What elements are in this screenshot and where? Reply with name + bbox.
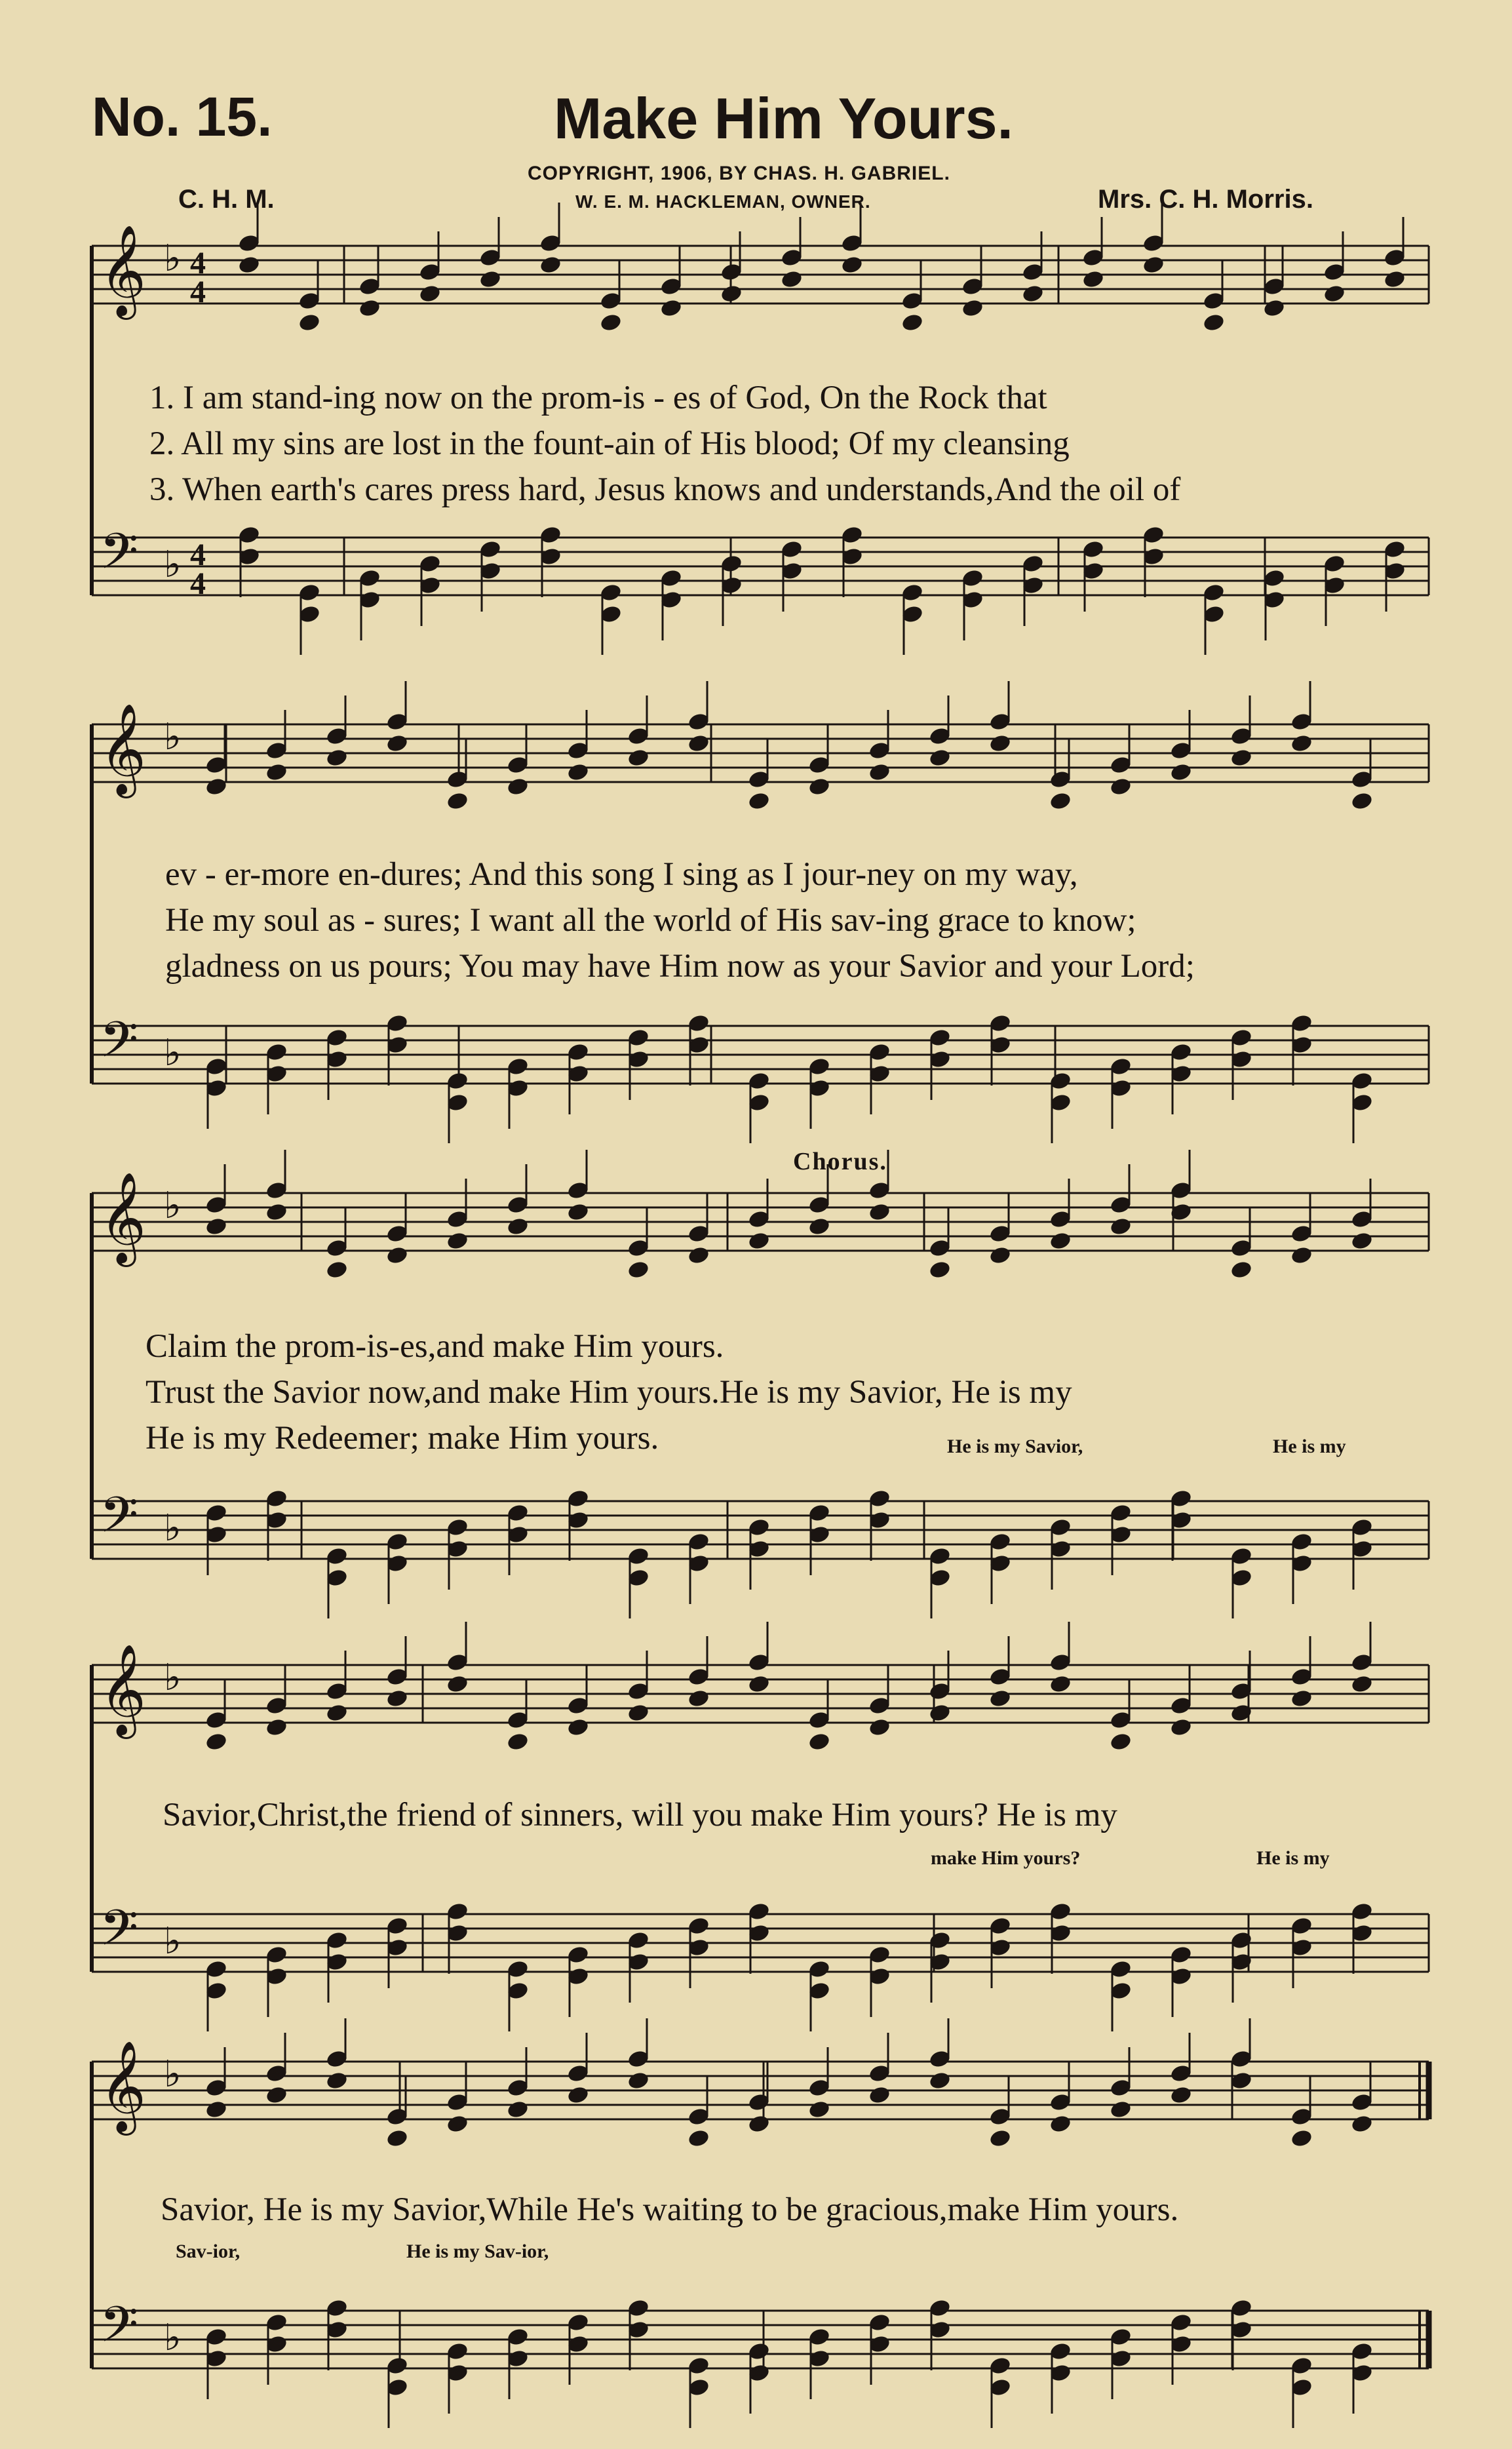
note-head bbox=[325, 2071, 349, 2091]
bass-cue-he-is-my: He is my bbox=[1273, 1436, 1346, 1457]
chorus-line-1: Claim the prom-is-es,and make Him yours. bbox=[145, 1328, 724, 1365]
note-head bbox=[988, 1245, 1012, 1266]
note-head bbox=[325, 1260, 349, 1280]
note-head bbox=[325, 1703, 349, 1723]
bass-clef: 𝄢 bbox=[100, 1011, 139, 1081]
lyric-author: Mrs. C. H. Morris. bbox=[1098, 185, 1313, 214]
note-head bbox=[1169, 762, 1193, 783]
chorus-line-5: Savior, He is my Savior,While He's waiting to be gracious,make Him yours. bbox=[161, 2191, 1179, 2228]
time-signature-top: 4 bbox=[190, 538, 206, 572]
bass-clef: 𝄢 bbox=[100, 2296, 139, 2366]
chorus-line-2: Trust the Savior now,and make Him yours.He is my Savior, He is my bbox=[145, 1374, 1072, 1411]
flat-key-signature: ♭ bbox=[164, 716, 182, 758]
chorus-label: Chorus. bbox=[793, 1148, 887, 1175]
note-head bbox=[204, 1732, 228, 1752]
note-head bbox=[385, 1689, 409, 1709]
note-head bbox=[627, 2071, 650, 2091]
note-head bbox=[659, 298, 683, 319]
note-head bbox=[807, 777, 831, 797]
note-head bbox=[566, 1202, 590, 1223]
flat-key-signature: ♭ bbox=[164, 2317, 182, 2359]
note-head bbox=[961, 298, 984, 319]
note-head bbox=[1323, 284, 1346, 304]
verse-1-line-b: ev - er-more en-dures; And this song I sing as I jour-ney on my way, bbox=[165, 856, 1078, 893]
copyright-line-2: W. E. M. HACKLEMAN, OWNER. bbox=[575, 191, 871, 212]
note-head bbox=[720, 284, 743, 304]
note-head bbox=[1049, 1674, 1072, 1695]
chorus-line-4: Savior,Christ,the friend of sinners, will you make Him yours? He is my bbox=[163, 1797, 1117, 1833]
note-head bbox=[478, 269, 502, 290]
note-head bbox=[928, 748, 952, 768]
note-head bbox=[506, 2100, 530, 2120]
note-head bbox=[988, 734, 1012, 754]
note-head bbox=[1169, 2085, 1193, 2106]
flat-key-signature: ♭ bbox=[164, 1920, 182, 1963]
note-head bbox=[1169, 1717, 1193, 1738]
note-head bbox=[265, 2085, 288, 2106]
flat-key-signature: ♭ bbox=[164, 1185, 182, 1227]
note-head bbox=[1142, 255, 1165, 275]
note-head bbox=[780, 269, 804, 290]
note-head bbox=[1202, 313, 1226, 333]
time-signature-bottom: 4 bbox=[190, 275, 206, 309]
treble-clef: 𝄞 bbox=[100, 1644, 146, 1735]
note-head bbox=[506, 777, 530, 797]
note-head bbox=[627, 748, 650, 768]
note-head bbox=[446, 1674, 469, 1695]
note-head bbox=[1109, 1217, 1133, 1237]
note-head bbox=[1350, 1674, 1374, 1695]
note-head bbox=[1290, 734, 1313, 754]
note-head bbox=[204, 1217, 228, 1237]
note-head bbox=[747, 1231, 771, 1251]
note-head bbox=[1081, 269, 1105, 290]
note-head bbox=[868, 1202, 891, 1223]
note-head bbox=[1049, 2114, 1072, 2134]
note-head bbox=[687, 2128, 710, 2149]
note-head bbox=[1350, 2114, 1374, 2134]
note-head bbox=[868, 762, 891, 783]
note-head bbox=[928, 2071, 952, 2091]
note-head bbox=[840, 255, 864, 275]
note-head bbox=[1109, 2100, 1133, 2120]
note-head bbox=[385, 2128, 409, 2149]
note-head bbox=[627, 1260, 650, 1280]
time-signature-top: 4 bbox=[190, 246, 206, 281]
note-head bbox=[988, 2128, 1012, 2149]
note-head bbox=[539, 255, 562, 275]
bass-cue-he-is-my-2: He is my bbox=[1256, 1847, 1330, 1869]
verse-3-line-b: gladness on us pours; You may have Him now as your Savior and your Lord; bbox=[165, 948, 1195, 985]
note-head bbox=[1350, 791, 1374, 812]
note-head bbox=[1290, 1689, 1313, 1709]
note-head bbox=[1383, 269, 1406, 290]
note-head bbox=[298, 313, 321, 333]
note-head bbox=[1230, 1703, 1253, 1723]
bass-clef: 𝄢 bbox=[100, 522, 139, 593]
copyright-line-1: COPYRIGHT, 1906, BY CHAS. H. GABRIEL. bbox=[528, 163, 950, 184]
note-head bbox=[1350, 1231, 1374, 1251]
bass-cue-he-is-my-savior-2: He is my Sav-ior, bbox=[406, 2241, 549, 2262]
note-head bbox=[1230, 1260, 1253, 1280]
note-head bbox=[868, 1717, 891, 1738]
verse-1-line-a: 1. I am stand-ing now on the prom-is - es of God, On the Rock that bbox=[149, 380, 1047, 416]
note-head bbox=[446, 791, 469, 812]
note-head bbox=[868, 2085, 891, 2106]
note-head bbox=[237, 255, 261, 275]
note-head bbox=[204, 777, 228, 797]
note-head bbox=[566, 2085, 590, 2106]
treble-clef: 𝄞 bbox=[100, 2041, 146, 2132]
note-head bbox=[807, 1732, 831, 1752]
note-head bbox=[566, 1717, 590, 1738]
note-head bbox=[265, 1717, 288, 1738]
flat-key-signature: ♭ bbox=[164, 237, 182, 280]
bass-cue-he-is-my-savior: He is my Savior, bbox=[947, 1436, 1083, 1457]
verse-2-line-b: He my soul as - sures; I want all the world of His sav-ing grace to know; bbox=[165, 902, 1136, 939]
note-head bbox=[687, 1245, 710, 1266]
note-head bbox=[358, 298, 381, 319]
bass-cue-make-him-yours: make Him yours? bbox=[931, 1847, 1081, 1869]
note-head bbox=[747, 791, 771, 812]
hymn-number: No. 15. bbox=[92, 86, 273, 147]
bass-clef: 𝄢 bbox=[100, 1486, 139, 1556]
note-head bbox=[627, 1703, 650, 1723]
verse-3-line-a: 3. When earth's cares press hard, Jesus knows and understands,And the oil of bbox=[149, 471, 1181, 508]
flat-key-signature: ♭ bbox=[164, 1507, 182, 1550]
note-head bbox=[747, 1674, 771, 1695]
note-head bbox=[265, 762, 288, 783]
note-head bbox=[385, 1245, 409, 1266]
note-head bbox=[687, 1689, 710, 1709]
treble-clef: 𝄞 bbox=[100, 225, 146, 316]
composer-initials: C. H. M. bbox=[178, 185, 275, 214]
flat-key-signature: ♭ bbox=[164, 1032, 182, 1074]
note-head bbox=[1230, 748, 1253, 768]
note-head bbox=[418, 284, 442, 304]
note-head bbox=[1049, 791, 1072, 812]
flat-key-signature: ♭ bbox=[164, 1656, 182, 1699]
note-head bbox=[506, 1217, 530, 1237]
flat-key-signature: ♭ bbox=[164, 2053, 182, 2096]
note-head bbox=[928, 1260, 952, 1280]
note-head bbox=[747, 2114, 771, 2134]
note-head bbox=[446, 1231, 469, 1251]
note-head bbox=[807, 1217, 831, 1237]
chorus-line-3: He is my Redeemer; make Him yours. bbox=[145, 1420, 659, 1457]
note-head bbox=[1290, 1245, 1313, 1266]
note-head bbox=[988, 1689, 1012, 1709]
treble-clef: 𝄞 bbox=[100, 703, 146, 794]
treble-clef: 𝄞 bbox=[100, 1172, 146, 1263]
note-head bbox=[385, 734, 409, 754]
note-head bbox=[1021, 284, 1045, 304]
time-signature-bottom: 4 bbox=[190, 566, 206, 601]
note-head bbox=[204, 2100, 228, 2120]
note-head bbox=[566, 762, 590, 783]
bass-clef: 𝄢 bbox=[100, 1899, 139, 1969]
flat-key-signature: ♭ bbox=[164, 543, 182, 586]
hymn-title: Make Him Yours. bbox=[554, 86, 1013, 151]
note-head bbox=[1049, 1231, 1072, 1251]
note-head bbox=[807, 2100, 831, 2120]
note-head bbox=[1290, 2128, 1313, 2149]
note-head bbox=[265, 1202, 288, 1223]
verse-2-line-a: 2. All my sins are lost in the fount-ain of His blood; Of my cleansing bbox=[149, 425, 1070, 462]
note-head bbox=[506, 1732, 530, 1752]
note-head bbox=[901, 313, 924, 333]
note-head bbox=[928, 1703, 952, 1723]
note-head bbox=[599, 313, 623, 333]
bass-cue-savior: Sav-ior, bbox=[176, 2241, 241, 2262]
note-head bbox=[325, 748, 349, 768]
note-head bbox=[687, 734, 710, 754]
note-head bbox=[446, 2114, 469, 2134]
note-head bbox=[1109, 777, 1133, 797]
note-head bbox=[1109, 1732, 1133, 1752]
